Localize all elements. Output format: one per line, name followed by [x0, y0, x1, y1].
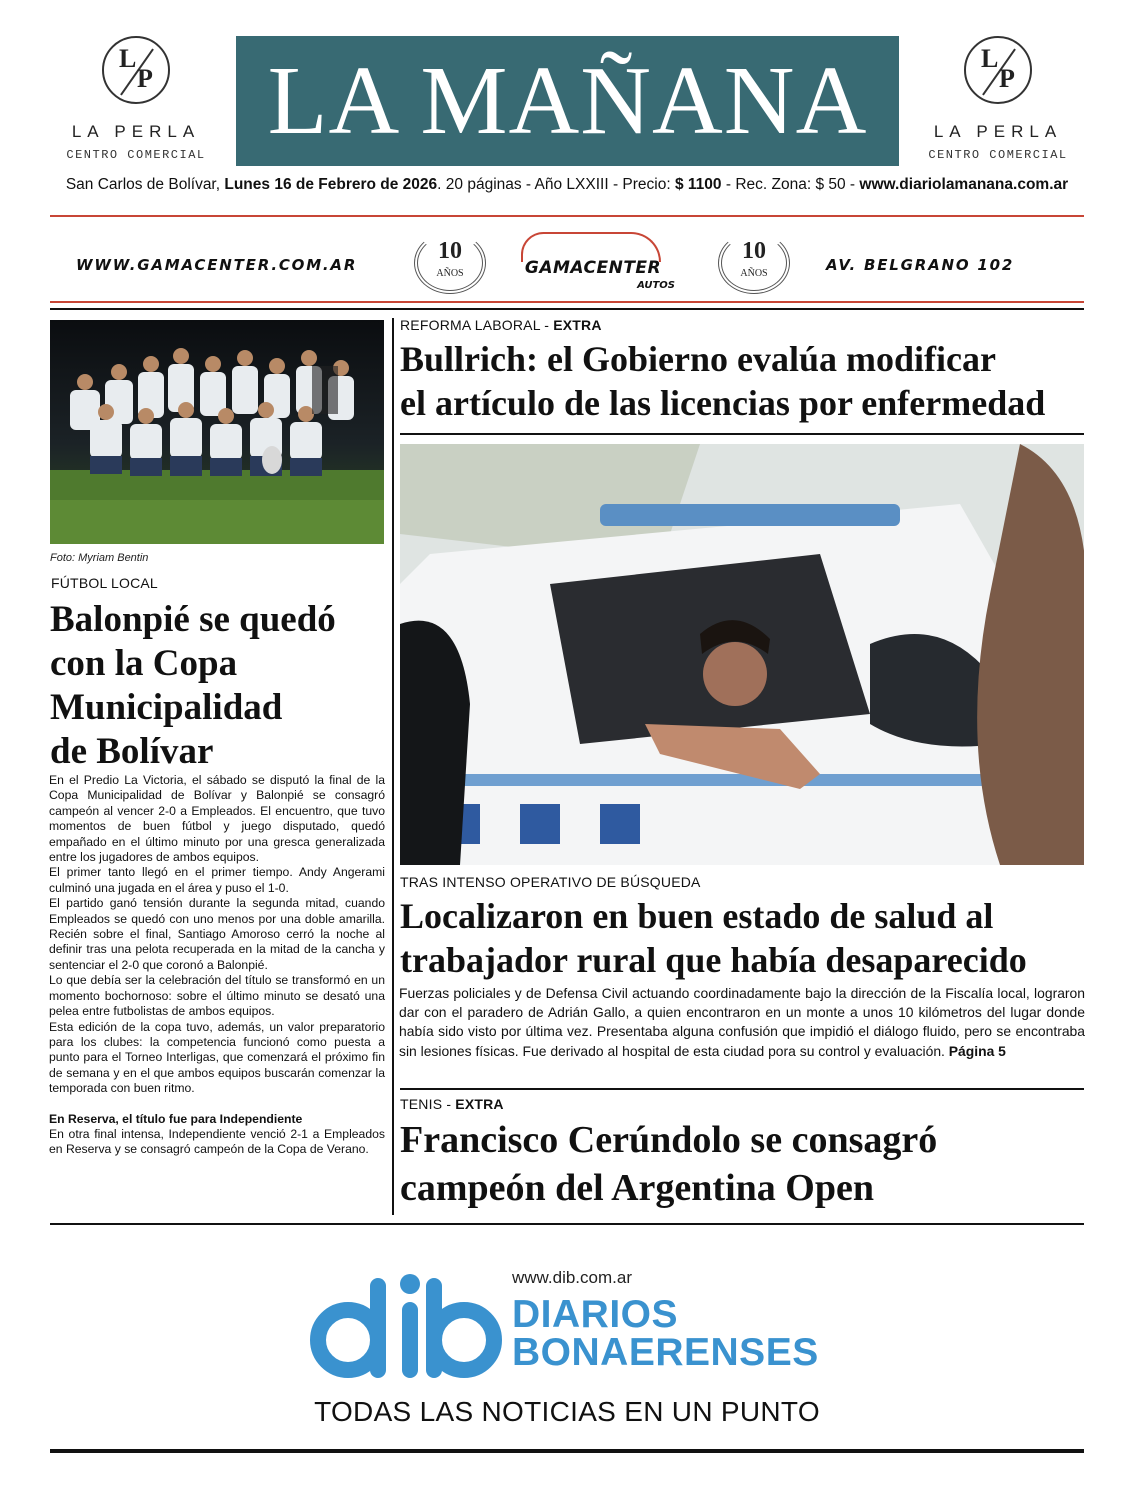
divider-top: [50, 215, 1084, 217]
divider: [400, 433, 1084, 435]
anniversary-badge-icon: 10 AÑOS: [410, 228, 490, 298]
divider: [400, 1088, 1084, 1090]
divider-bottom: [50, 1223, 1084, 1225]
website-link[interactable]: www.diariolamanana.com.ar: [859, 176, 1069, 193]
gamacenter-logo: GAMACENTER AUTOS: [503, 232, 683, 292]
dib-logo-icon: [306, 1266, 506, 1386]
paragraph: El primer tanto llegó en el primer tiempo. Andy Angerami culminó una jugada en el área y puso el 1-0.: [49, 865, 385, 895]
section-kicker: FÚTBOL LOCAL: [51, 575, 158, 591]
paragraph: El partido ganó tensión durante la segunda mitad, cuando Empleados se quedó con uno menos por una doble amarilla. Recién sobre el final, Santiago Amoroso cerró la noche al definir tras una pelota recuperada en la mitad de la cancha y sentenciar el 2-0 que coronó a Balonpié.: [49, 896, 385, 972]
football-team-photo: [50, 320, 384, 544]
headline-cerundolo[interactable]: Francisco Cerúndolo se consagró campeón del Argentina Open: [400, 1119, 938, 1209]
article-body-rural: Fuerzas policiales y de Defensa Civil actuando coordinadamente bajo la dirección de la Fiscalía local, lograron dar con el paradero de Adrián Gallo, a quien encontraron en un monte a unos 10 kilómetros del lugar donde había sido visto por última vez. Presentaba alguna confusión que impidió el diálogo fluido, pero se encontraba sin lesiones físicas. Fue derivado al hospital de esta ciudad pora su control y evaluación. Página 5: [399, 985, 1085, 1059]
divider-ad: [50, 301, 1084, 303]
paragraph: Lo que debía ser la celebración del título se transformó en un momento bochornoso: sobre el último minuto se desató una pelea entre futbolistas de ambos equipos.: [49, 973, 385, 1019]
paragraph: En el Predio La Victoria, el sábado se disputó la final de la Copa Municipalidad de Bolívar y Balonpié se consagró campeón al vencer 2-0 a Empleados. El encuentro, que tuvo momentos de buen fútbol y juego disputado, quedó empañado en el último minuto por una gresca generalizada entre los jugadores de ambos equipos.: [49, 773, 385, 865]
section-kicker: TRAS INTENSO OPERATIVO DE BÚSQUEDA: [400, 874, 701, 890]
la-perla-logo-left: [46, 36, 226, 171]
la-perla-subtitle: CENTRO COMERCIAL: [66, 148, 206, 162]
lp-monogram-icon: L P: [964, 36, 1032, 104]
dib-name: DIARIOS BONAERENSES: [512, 1293, 819, 1374]
headline-trabajador-rural[interactable]: Localizaron en buen estado de salud al trabajador rural que había desaparecido: [400, 896, 1027, 980]
paragraph: Esta edición de la copa tuvo, además, un valor preparatorio para los clubes: la competencia funcionó como puesta a punto para el Torneo Interligas, que comenzará el próximo fin de semana y en el que ambos equipos buscarán comenzar la temporada con buen ritmo.: [49, 1019, 385, 1096]
newspaper-title-banner: [236, 36, 899, 166]
dateline: San Carlos de Bolívar, Lunes 16 de Febrero de 2026. 20 páginas - Año LXXIII - Precio: $ 1100 - Rec. Zona: $ 50 - www.diariolamanana.com.ar: [65, 176, 1069, 193]
page-reference[interactable]: Página 5: [948, 1042, 1006, 1059]
column-divider: [392, 318, 394, 1215]
headline-bullrich[interactable]: Bullrich: el Gobierno evalúa modificar el artículo de las licencias por enfermedad: [400, 339, 1046, 423]
la-perla-name: LA PERLA: [71, 122, 201, 141]
anniversary-badge-icon: 10 AÑOS: [714, 228, 794, 298]
ad-address: AV. BELGRANO 102: [826, 256, 1015, 274]
dib-tagline: TODAS LAS NOTICIAS EN UN PUNTO: [314, 1396, 820, 1427]
rescued-worker-photo: [400, 444, 1084, 865]
paragraph: En otra final intensa, Independiente venció 2-1 a Empleados en Reserva y se consagró campeón de la Copa de Verano.: [49, 1126, 385, 1157]
ad-website[interactable]: WWW.GAMACENTER.COM.AR: [76, 256, 358, 274]
divider-ad-black: [50, 308, 1084, 310]
section-kicker: TENIS - EXTRA: [400, 1096, 504, 1112]
article-body-football: [49, 773, 385, 1158]
la-perla-subtitle: CENTRO COMERCIAL: [928, 148, 1068, 162]
la-perla-logo-right: [908, 36, 1088, 171]
lp-monogram-icon: L P: [102, 36, 170, 104]
photo-credit: Foto: Myriam Bentin: [50, 552, 149, 564]
la-perla-name: LA PERLA: [933, 122, 1063, 141]
subhead: En Reserva, el título fue para Independiente: [49, 1111, 303, 1126]
newspaper-title: LA MAÑANA: [267, 47, 868, 155]
dib-url[interactable]: www.dib.com.ar: [512, 1268, 632, 1287]
headline-balonpie[interactable]: Balonpié se quedó con la Copa Municipalidad de Bolívar: [50, 599, 336, 772]
divider-footer: [50, 1449, 1084, 1453]
section-kicker: REFORMA LABORAL - EXTRA: [400, 317, 602, 333]
